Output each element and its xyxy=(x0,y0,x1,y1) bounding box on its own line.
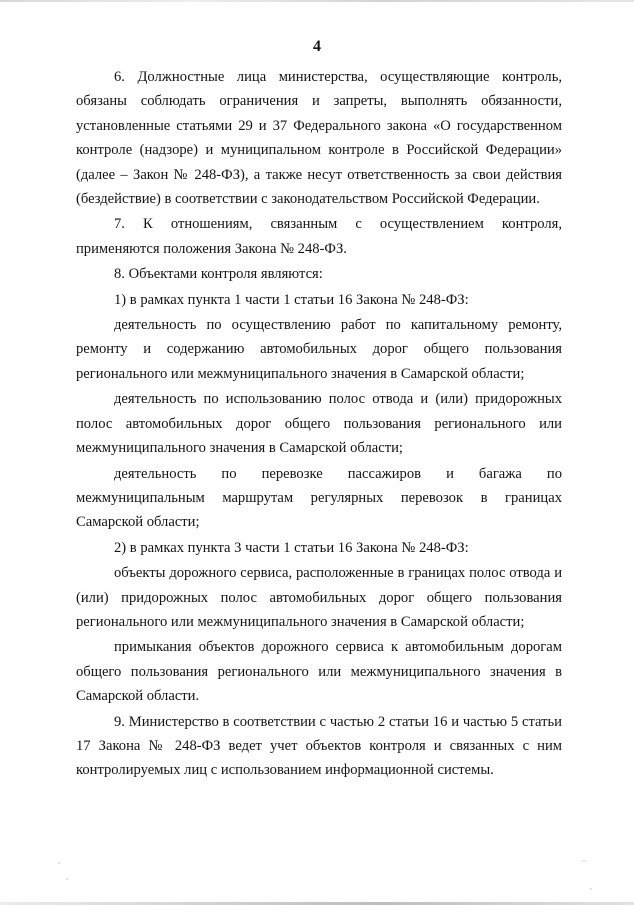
scan-speck xyxy=(590,888,592,890)
paragraph-7: 7. К отношениям, связанным с осуществлением контроля, применяются положения Закона № 248-ФЗ. xyxy=(76,216,562,257)
paragraph-8-item-1c: деятельность по перевозке пассажиров и багажа по межмуниципальным маршрутам регулярных перевозок в границах Самарской области; xyxy=(76,465,562,531)
paragraph-8-item-2a: объекты дорожного сервиса, расположенные в границах полос отвода и (или) придорожных полос автомобильных дорог общего пользования регионального или межмуниципального значения в Самарской области; xyxy=(76,565,562,630)
scan-speck xyxy=(58,862,60,864)
scan-speck xyxy=(66,878,68,880)
paragraph-8: 8. Объектами контроля являются: xyxy=(114,266,323,283)
paragraph-8-item-2: 2) в рамках пункта 3 части 1 статьи 16 Закона № 248-ФЗ: xyxy=(114,539,469,556)
page-number: 4 xyxy=(313,38,321,55)
paragraph-8-item-1a: деятельность по осуществлению работ по капитальному ремонту, ремонту и содержанию автомобильных дорог общего пользования регионального или межмуниципального значения в Самарской области; xyxy=(76,317,562,382)
paragraph-8-item-1: 1) в рамках пункта 1 части 1 статьи 16 Закона № 248-ФЗ: xyxy=(114,291,469,308)
scan-top-edge xyxy=(0,0,634,2)
paragraph-8-item-1b: деятельность по использованию полос отвода и (или) придорожных полос автомобильных дорог общего пользования регионального или межмуниципального значения в Самарской области; xyxy=(76,391,562,457)
scan-speck xyxy=(583,860,585,862)
paragraph-8-item-2b: примыкания объектов дорожного сервиса к автомобильным дорогам общего пользования регионального или межмуниципального значения в Самарской области. xyxy=(76,639,562,705)
paragraph-9: 9. Министерство в соответствии с частью 2 статьи 16 и частью 5 статьи 17 Закона № 248-ФЗ ведет учет объектов контроля и связанных с ним контролируемых лиц с использованием информационной системы. xyxy=(76,713,562,779)
paragraph-6: 6. Должностные лица министерства, осуществляющие контроль, обязаны соблюдать ограничения и запреты, выполнять обязанности, установленные статьями 29 и 37 Федерального закона «О государственном контроле (надзоре) и муниципальном контроле в Российской Федерации» (далее – Закон № 248-ФЗ), а также несут ответственность за свои действия (бездействие) в соответствии с законодательством Российской Федерации. xyxy=(76,69,562,208)
document-body xyxy=(76,65,562,784)
